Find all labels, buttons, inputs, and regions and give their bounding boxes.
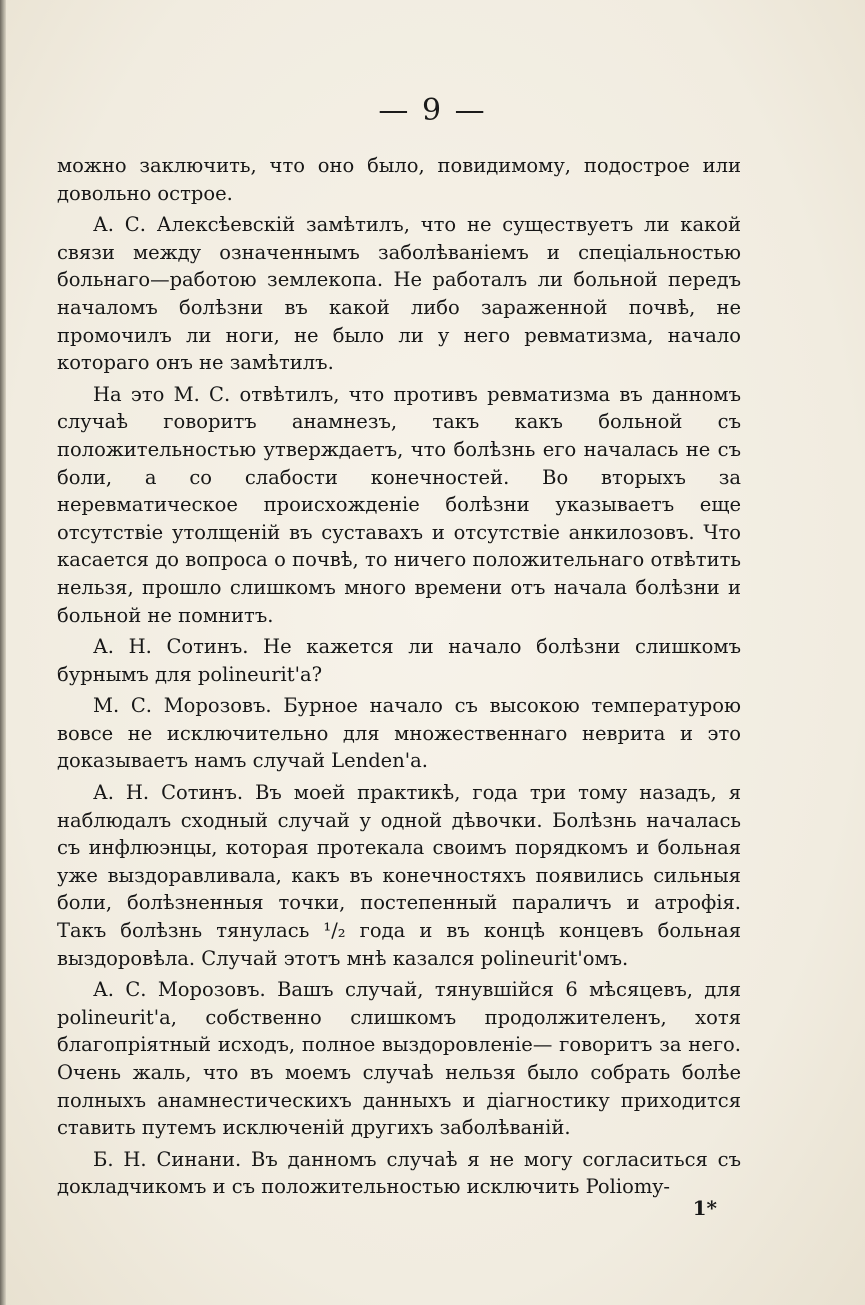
page-number: — 9 —: [378, 93, 487, 128]
paragraph-2: А. С. Алексѣевскiй замѣтилъ, что не существуетъ ли какой связи между означеннымъ заболѣванiемъ и спецiальностью больнаго—работою землекопа. Не работалъ ли больной передъ началомъ болѣзни въ какой либо зараженной почвѣ, не промочилъ ли ноги, не было ли у него ревматизма, начало котораго онъ не замѣтилъ.: [57, 213, 741, 375]
paragraph-4: А. Н. Сотинъ. Не кажется ли начало болѣзни слишкомъ бурнымъ для polineurit'a?: [57, 635, 741, 686]
signature-mark: 1*: [692, 1196, 717, 1220]
paragraph-6: А. Н. Сотинъ. Въ моей практикѣ, года три тому назадъ, я наблюдалъ сходный случай у одной дѣвочки. Болѣзнь началась съ инфлюэнцы, которая протекала своимъ порядкомъ и больная уже выздоравливала, какъ въ конечностяхъ появились сильныя боли, болѣзненныя точки, постепенный параличъ и атрофiя. Такъ болѣзнь тянулась ¹/₂ года и въ концѣ концевъ больная выздоровѣла. Случай этотъ мнѣ казался polineurit'омъ.: [57, 781, 741, 970]
paragraph-8: Б. Н. Синани. Въ данномъ случаѣ я не могу согласиться съ докладчикомъ и съ положительностью исключить Poliomy-: [57, 1147, 741, 1199]
page-left-edge: [0, 0, 6, 1305]
text-body: [57, 152, 741, 1205]
paragraph-5: М. С. Морозовъ. Бурное начало съ высокою температурою вовсе не исключительно для множественнаго неврита и это доказываетъ намъ случай Lenden'a.: [57, 694, 741, 773]
paragraph-7: А. С. Морозовъ. Вашъ случай, тянувшiйся 6 мѣсяцевъ, для polineurit'a, собственно слишкомъ продолжителенъ, хотя благопрiятный исходъ, полное выздоровленiе— говоритъ за него. Очень жаль, что въ моемъ случаѣ нельзя было собрать болѣе полныхъ анамнестическихъ данныхъ и дiагностику приходится ставить путемъ исключенiй другихъ заболѣванiй.: [57, 978, 741, 1140]
paragraph-1: можно заключить, что оно было, повидимому, подострое или довольно острое.: [57, 154, 741, 205]
paragraph-3: На это М. С. отвѣтилъ, что противъ ревматизма въ данномъ случаѣ говоритъ анамнезъ, такъ какъ больной съ положительностью утверждаетъ, что болѣзнь его началась не съ боли, а со слабости конечностей. Во вторыхъ за неревматическое происхожденiе болѣзни указываетъ еще отсутствiе утолщенiй въ суставахъ и отсутствiе анкилозовъ. Что касается до вопроса о почвѣ, то ничего положительнаго отвѣтить нельзя, прошло слишкомъ много времени отъ начала болѣзни и больной не помнитъ.: [57, 382, 741, 627]
